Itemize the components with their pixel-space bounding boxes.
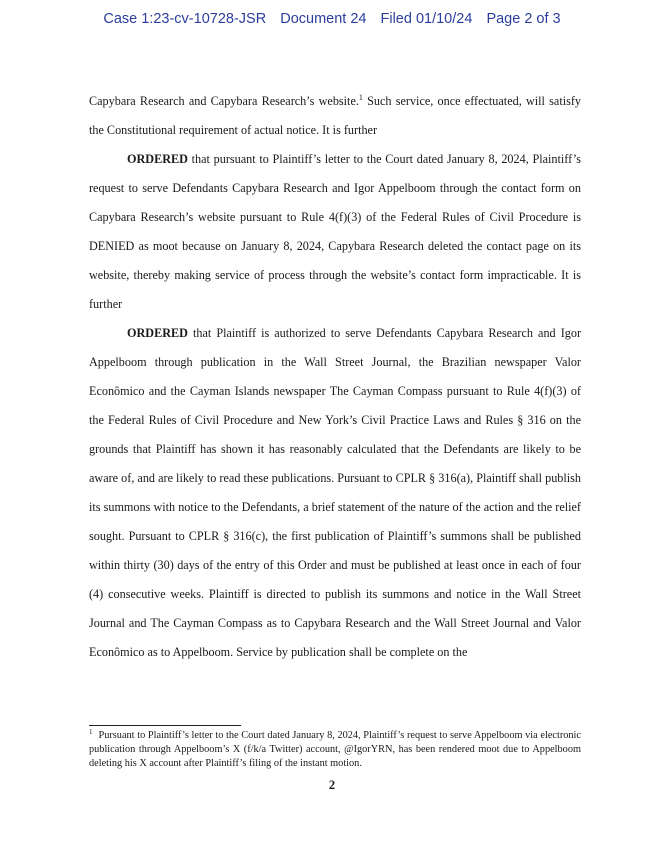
- paragraph-continuation: [89, 87, 581, 145]
- paragraph-text: Capybara Research and Capybara Research’s website.: [89, 94, 359, 108]
- footnote: [89, 729, 581, 771]
- paragraph-text-rest: Such service, once effectuated, will satisfy the Constitutional requirement of actual notice. It is further: [89, 94, 581, 137]
- page-indicator: Page 2 of 3: [486, 11, 561, 27]
- paragraph-ordered-publication: [89, 319, 581, 667]
- order-body: [89, 87, 581, 667]
- ordered-heading: ORDERED: [127, 326, 188, 340]
- footnote-reference: 1: [358, 93, 363, 102]
- ordered-heading: ORDERED: [127, 152, 188, 166]
- case-number: Case 1:23-cv-10728-JSR: [103, 11, 267, 27]
- footnote-text: Pursuant to Plaintiff’s letter to the Court dated January 8, 2024, Plaintiff’s request to serve Appelboom via electronic publication through Appelboom’s X (f/k/a Twitter) account, @IgorYRN, has been rendered moot due to Appelboom deleting his X account after Plaintiff’s filing of the instant motion.: [89, 730, 581, 769]
- paragraph-text: that pursuant to Plaintiff’s letter to the Court dated January 8, 2024, Plaintiff’s request to serve Defendants Capybara Research and Igor Appelboom through the contact form on Capybara Research’s website pursuant to Rule 4(f)(3) of the Federal Rules of Civil Procedure is DENIED as moot because on January 8, 2024, Capybara Research deleted the contact page on its website, thereby making service of process through the website’s contact form impracticable. It is further: [89, 152, 581, 311]
- page-number: 2: [328, 778, 336, 792]
- footnote-divider: [89, 725, 241, 726]
- ecf-header: [0, 11, 664, 27]
- paragraph-ordered-denied: [89, 145, 581, 319]
- footnote-mark: 1: [89, 728, 93, 736]
- paragraph-text: that Plaintiff is authorized to serve Defendants Capybara Research and Igor Appelboom through publication in the Wall Street Journal, the Brazilian newspaper Valor Econômico and the Cayman Islands newspaper The Cayman Compass pursuant to Rule 4(f)(3) of the Federal Rules of Civil Procedure and New York’s Civil Practice Laws and Rules § 316 on the grounds that Plaintiff has shown it has reasonably calculated that the Defendants are likely to be aware of, and are likely to read these publications. Pursuant to CPLR § 316(a), Plaintiff shall publish its summons with notice to the Defendants, a brief statement of the nature of the action and the relief sought. Pursuant to CPLR § 316(c), the first publication of Plaintiff’s summons shall be published within thirty (30) days of the entry of this Order and must be published at least once in each of four (4) consecutive weeks. Plaintiff is directed to publish its summons and notice in the Wall Street Journal and The Cayman Compass as to Capybara Research and the Wall Street Journal and Valor Econômico as to Appelboom. Service by publication shall be complete on the: [89, 326, 581, 659]
- document-number: Document 24: [280, 11, 367, 27]
- filed-date: Filed 01/10/24: [380, 11, 473, 27]
